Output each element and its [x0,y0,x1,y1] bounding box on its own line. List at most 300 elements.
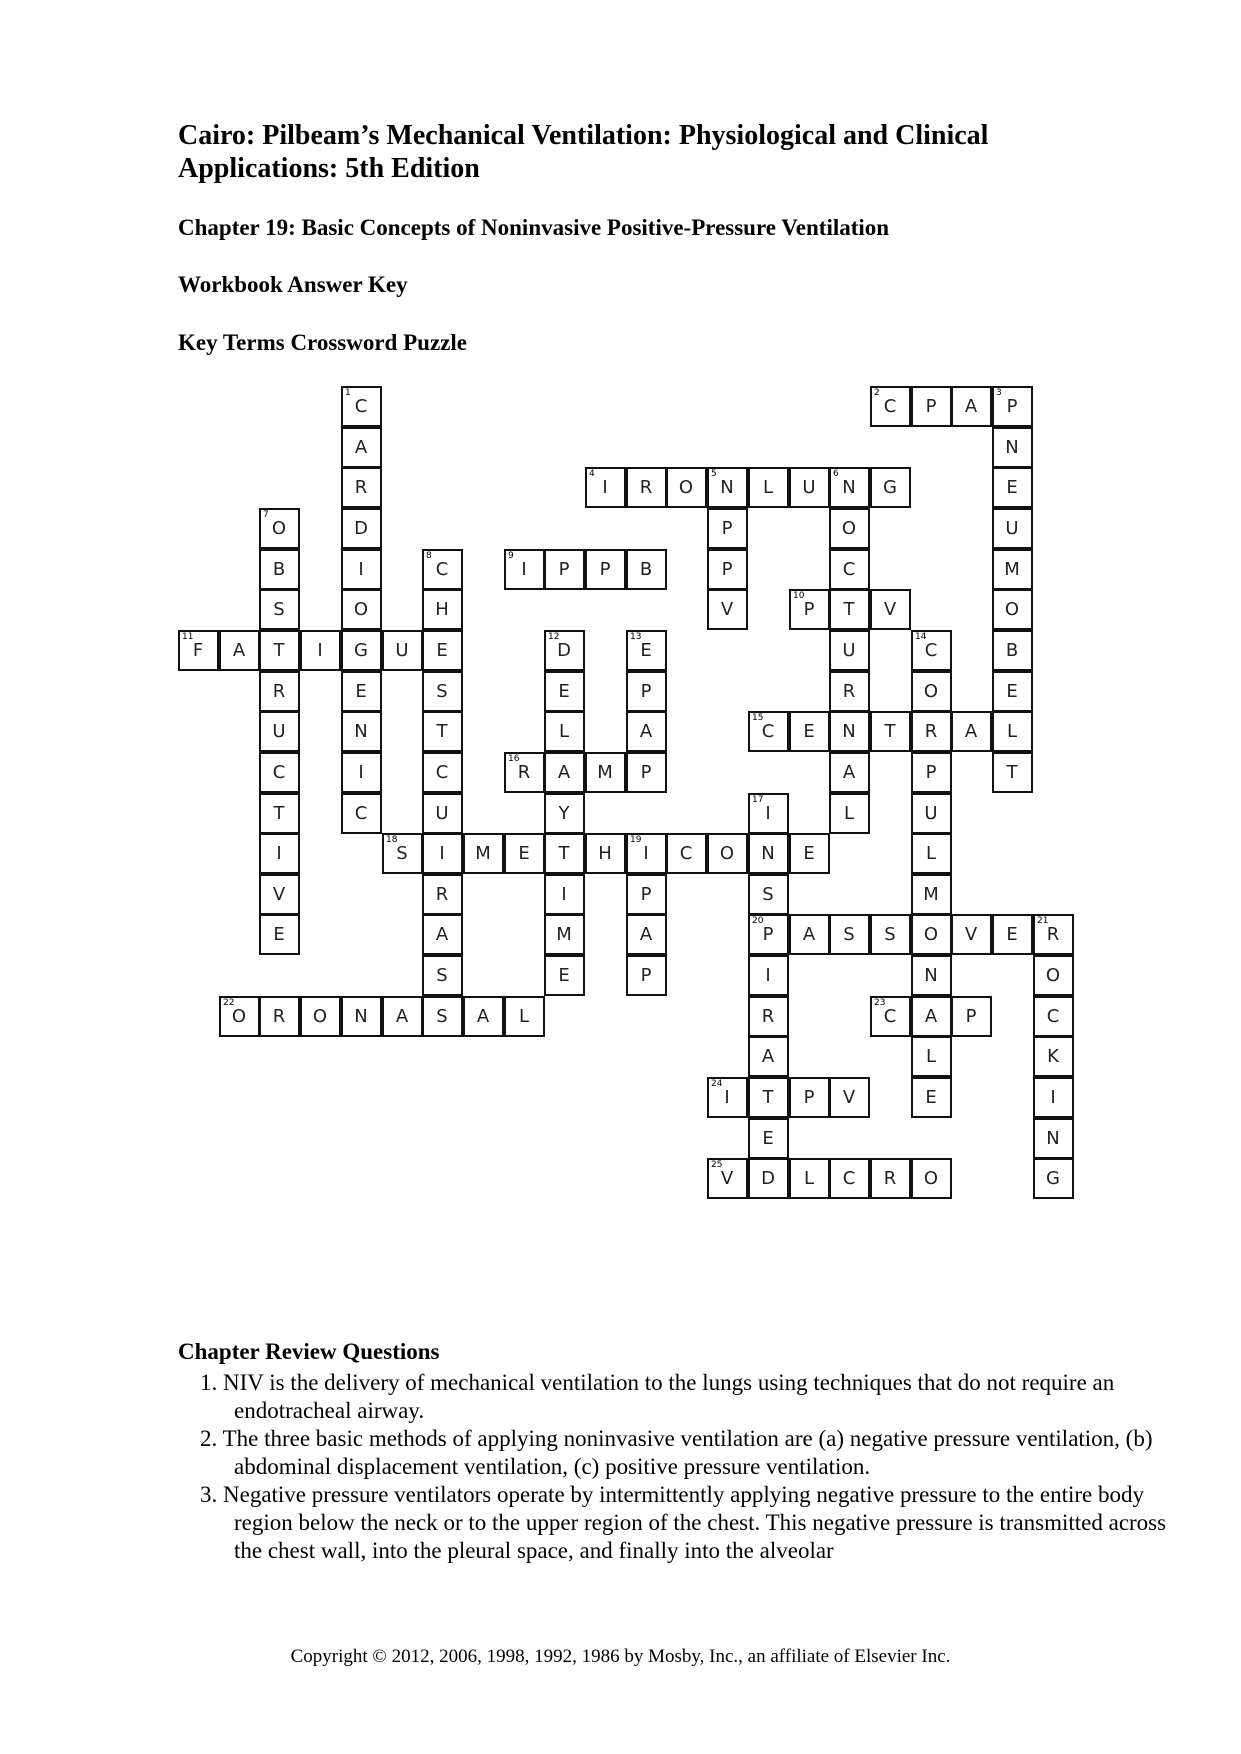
crossword-letter: I [724,1087,730,1108]
crossword-cell [219,630,260,671]
clue-number: 12 [548,632,560,642]
crossword-cell [748,996,789,1037]
crossword-cell [707,1077,748,1118]
clue-number: 17 [752,795,764,805]
clue-number: 5 [711,469,717,479]
crossword-cell [829,589,870,630]
crossword-letter: S [396,843,408,864]
crossword-letter: E [355,681,367,702]
crossword-letter: V [720,1168,734,1189]
crossword-cell [789,1158,830,1199]
crossword-letter: A [232,640,246,661]
crossword-cell [1033,1158,1074,1199]
clue-number: 2 [874,388,880,398]
crossword-cell [504,996,545,1037]
crossword-cell [707,467,748,508]
crossword-letter: N [842,477,856,498]
crossword-cell [911,874,952,915]
crossword-letter: I [765,965,771,986]
crossword-letter: L [843,803,855,824]
crossword-letter: R [842,681,856,702]
crossword-letter: P [762,924,774,945]
crossword-cell [422,711,463,752]
crossword-letter: A [761,1046,775,1067]
clue-number: 10 [793,591,805,601]
clue-number: 18 [386,835,398,845]
crossword-letter: S [884,924,896,945]
crossword-cell [829,671,870,712]
crossword-cell [992,549,1033,590]
crossword-cell [707,508,748,549]
crossword-cell [626,955,667,996]
crossword-cell [707,833,748,874]
crossword-letter: V [720,599,734,620]
crossword-letter: P [721,559,733,580]
crossword-letter: T [273,640,285,661]
clue-number: 8 [426,551,432,561]
crossword-letter: N [1005,437,1019,458]
crossword-letter: L [1006,721,1018,742]
crossword-letter: G [1046,1168,1060,1189]
crossword-letter: C [354,396,368,417]
clue-number: 22 [223,998,235,1008]
crossword-letter: N [761,843,775,864]
crossword-letter: A [476,1006,490,1027]
crossword-cell [544,874,585,915]
crossword-cell [748,833,789,874]
crossword-cell [951,386,992,427]
crossword-cell [341,589,382,630]
crossword-cell [951,996,992,1037]
crossword-letter: T [762,1087,774,1108]
crossword-letter: C [435,762,449,783]
crossword-letter: T [273,803,285,824]
crossword-cell [911,1036,952,1077]
crossword-cell [870,1158,911,1199]
clue-number: 3 [996,388,1002,398]
crossword-cell [341,752,382,793]
crossword-cell [626,467,667,508]
clue-number: 6 [833,469,839,479]
crossword-letter: A [639,924,653,945]
crossword-letter: I [521,559,527,580]
crossword-cell [789,711,830,752]
crossword-cell [341,508,382,549]
crossword-letter: I [439,843,445,864]
crossword-letter: E [558,965,570,986]
crossword-cell [544,630,585,671]
crossword-cell [259,833,300,874]
crossword-cell [951,914,992,955]
crossword-cell [789,1077,830,1118]
crossword-cell [422,589,463,630]
crossword-cell [911,955,952,996]
crossword-cell [504,752,545,793]
crossword-cell [422,793,463,834]
crossword-cell [992,386,1033,427]
crossword-letter: M [556,924,572,945]
crossword-cell [259,752,300,793]
crossword-cell [707,1158,748,1199]
crossword-cell [829,914,870,955]
crossword-letter: G [354,640,368,661]
crossword-cell [707,549,748,590]
crossword-cell [911,1158,952,1199]
crossword-letter: C [883,396,897,417]
clue-number: 24 [711,1079,723,1089]
crossword-cell [829,630,870,671]
crossword-cell [911,386,952,427]
crossword-cell [259,549,300,590]
crossword-letter: N [354,721,368,742]
crossword-letter: T [558,843,570,864]
crossword-cell [341,549,382,590]
crossword-letter: A [435,924,449,945]
crossword-cell [666,833,707,874]
crossword-cell [992,752,1033,793]
crossword-letter: C [842,559,856,580]
crossword-cell [870,996,911,1037]
crossword-cell [382,630,423,671]
crossword-cell [463,996,504,1037]
crossword-cell [870,386,911,427]
clue-number: 19 [630,835,642,845]
crossword-cell [870,589,911,630]
crossword-cell [341,467,382,508]
crossword-cell [341,386,382,427]
crossword-heading: Key Terms Crossword Puzzle [178,330,467,355]
crossword-letter: L [803,1168,815,1189]
crossword-letter: A [802,924,816,945]
crossword-cell [789,467,830,508]
crossword-letter: V [272,884,286,905]
crossword-letter: O [923,1168,939,1189]
crossword-cell [585,752,626,793]
crossword-letter: E [436,640,448,661]
clue-number: 4 [589,469,595,479]
clue-number: 25 [711,1160,723,1170]
crossword-letter: M [1004,559,1020,580]
clue-number: 7 [263,510,269,520]
crossword-cell [422,671,463,712]
crossword-cell [544,793,585,834]
copyright-footer: Copyright © 2012, 2006, 1998, 1992, 1986 by Mosby, Inc., an affiliate of Elsevier Inc. [290,1646,951,1667]
crossword-cell [992,467,1033,508]
crossword-cell [829,711,870,752]
crossword-cell [382,833,423,874]
crossword-letter: A [395,1006,409,1027]
crossword-letter: O [1004,599,1020,620]
crossword-cell [544,671,585,712]
crossword-cell [1033,1118,1074,1159]
crossword-letter: E [273,924,285,945]
crossword-letter: A [557,762,571,783]
crossword-letter: U [435,803,449,824]
crossword-letter: O [923,924,939,945]
crossword-letter: M [597,762,613,783]
crossword-letter: A [964,721,978,742]
crossword-letter: V [883,599,897,620]
crossword-letter: P [925,396,937,417]
crossword-cell [422,630,463,671]
crossword-cell [992,589,1033,630]
crossword-letter: T [1006,762,1018,783]
crossword-letter: P [803,599,815,620]
crossword-letter: I [358,762,364,783]
chapter-heading: Chapter 19: Basic Concepts of Noninvasive Positive-Pressure Ventilation [178,215,890,240]
crossword-letter: U [272,721,286,742]
crossword-cell [544,711,585,752]
crossword-letter: P [558,559,570,580]
crossword-cell [748,1118,789,1159]
crossword-cell [870,914,911,955]
crossword-letter: R [435,884,449,905]
crossword-cell [829,752,870,793]
crossword-letter: B [272,559,286,580]
crossword-cell [1033,1036,1074,1077]
crossword-cell [259,874,300,915]
crossword-cell [585,467,626,508]
review-question: 1. NIV is the delivery of mechanical ventilation to the lungs using techniques that do not require an endotracheal airway. [200,1370,1115,1423]
crossword-letter: I [643,843,649,864]
crossword-letter: I [1050,1087,1056,1108]
crossword-cell [300,630,341,671]
crossword-letter: O [678,477,694,498]
crossword-cell [789,833,830,874]
crossword-cell [544,833,585,874]
crossword-letter: C [761,721,775,742]
crossword-letter: C [679,843,693,864]
crossword-cell [544,914,585,955]
crossword-cell [748,1158,789,1199]
crossword-letter: A [964,396,978,417]
crossword-cell [259,711,300,752]
crossword-letter: P [640,884,652,905]
crossword-letter: N [924,965,938,986]
crossword-letter: M [475,843,491,864]
crossword-letter: R [883,1168,897,1189]
crossword-letter: O [271,518,287,539]
crossword-letter: D [761,1168,775,1189]
crossword-cell [341,996,382,1037]
crossword-letter: H [435,599,449,620]
crossword-cell [544,955,585,996]
chapter-review [178,1339,1168,1565]
crossword-cell [341,793,382,834]
crossword-cell [259,630,300,671]
crossword-letter: R [354,477,368,498]
crossword-letter: C [924,640,938,661]
crossword-cell [1033,996,1074,1037]
crossword-letter: O [353,599,369,620]
crossword-cell [626,549,667,590]
clue-number: 21 [1037,916,1049,926]
crossword-cell [992,914,1033,955]
crossword-letter: R [761,1006,775,1027]
crossword-cell [422,996,463,1037]
crossword-cell [259,671,300,712]
crossword-cell [748,874,789,915]
review-question: 3. Negative pressure ventilators operate by intermittently applying negative pressure to the entire body region below the neck or to the upper region of the chest. This negative pressure is transmitted across the chest wall, into the pleural space, and finally into the alveolar [200,1482,1167,1563]
crossword-cell [422,833,463,874]
crossword-letter: U [924,803,938,824]
crossword-letter: E [762,1128,774,1149]
crossword-letter: F [192,640,204,661]
crossword-letter: P [803,1087,815,1108]
crossword-cell [829,549,870,590]
crossword-letter: E [925,1087,937,1108]
crossword-letter: A [842,762,856,783]
crossword-cell [626,914,667,955]
crossword-letter: A [354,437,368,458]
crossword-letter: E [803,843,815,864]
clue-number: 1 [345,388,351,398]
crossword-cell [829,508,870,549]
crossword-letter: S [843,924,855,945]
crossword-cell [341,427,382,468]
crossword-letter: R [272,681,286,702]
crossword-letter: O [231,1006,247,1027]
crossword-cell [504,549,545,590]
crossword-cell [585,549,626,590]
crossword-letter: G [883,477,897,498]
document-title: Cairo: Pilbeam’s Mechanical Ventilation: Physiological and Clinical Applications: 5th Edition [178,120,989,184]
crossword-letter: O [841,518,857,539]
crossword-letter: I [276,843,282,864]
crossword-letter: E [1006,681,1018,702]
crossword-letter: A [639,721,653,742]
crossword-letter: O [923,681,939,702]
crossword-cell [748,1036,789,1077]
crossword-cell [870,467,911,508]
review-title: Chapter Review Questions [178,1339,440,1364]
crossword-letter: Y [558,803,570,824]
crossword-letter: I [317,640,323,661]
crossword-letter: B [639,559,653,580]
crossword-letter: E [1006,477,1018,498]
crossword-letter: L [925,843,937,864]
crossword-cell [911,793,952,834]
crossword-letter: I [358,559,364,580]
crossword-letter: I [561,884,567,905]
crossword-letter: R [517,762,531,783]
clue-number: 13 [630,632,642,642]
crossword-cell [748,914,789,955]
crossword-letter: T [436,721,448,742]
crossword-cell [829,467,870,508]
crossword-letter: T [843,599,855,620]
crossword-letter: S [273,599,285,620]
crossword-letter: V [964,924,978,945]
crossword-letter: D [557,640,571,661]
crossword-cell [219,996,260,1037]
crossword-cell [626,630,667,671]
crossword-letter: C [1046,1006,1060,1027]
crossword-cell [341,630,382,671]
clue-number: 20 [752,916,764,926]
crossword-cell [829,1077,870,1118]
crossword-letter: A [924,1006,938,1027]
crossword-letter: P [925,762,937,783]
crossword-letter: E [518,843,530,864]
crossword-letter: P [640,965,652,986]
crossword-cell [422,914,463,955]
crossword-cell [259,996,300,1037]
crossword-letter: E [558,681,570,702]
crossword-letter: E [640,640,652,661]
crossword-letter: B [1005,640,1019,661]
crossword-cell [1033,1077,1074,1118]
crossword-cell [992,711,1033,752]
clue-number: 15 [752,713,764,723]
crossword-cell [463,833,504,874]
crossword-letter: C [272,762,286,783]
crossword-letter: R [272,1006,286,1027]
crossword-cell [504,833,545,874]
crossword-cell [911,996,952,1037]
crossword-letter: P [1006,396,1018,417]
clue-number: 16 [508,754,520,764]
crossword-letter: R [639,477,653,498]
crossword-letter: L [558,721,570,742]
crossword-letter: U [1005,518,1019,539]
crossword-cell [422,549,463,590]
crossword-cell [911,711,952,752]
crossword-letter: U [802,477,816,498]
crossword-cell [259,914,300,955]
crossword-cell [341,711,382,752]
clue-number: 23 [874,998,886,1008]
crossword-letter: C [883,1006,897,1027]
crossword-cell [1033,914,1074,955]
crossword-letter: C [842,1168,856,1189]
workbook-heading: Workbook Answer Key [178,272,408,297]
crossword-cell [911,752,952,793]
crossword-cell [585,833,626,874]
clue-number: 11 [182,632,194,642]
crossword-cell [422,955,463,996]
crossword-cell [911,914,952,955]
review-question: 2. The three basic methods of applying noninvasive ventilation are (a) negative pressure ventilation, (b) abdominal displacement ventilation, (c) positive pressure ventilation. [200,1426,1153,1479]
crossword-cell [300,996,341,1037]
crossword-cell [259,589,300,630]
crossword-cell [666,467,707,508]
crossword-letter: E [1006,924,1018,945]
crossword-cell [1033,955,1074,996]
crossword-cell [748,711,789,752]
crossword-cell [626,752,667,793]
clue-number: 9 [508,551,514,561]
crossword-letter: T [884,721,896,742]
crossword-cell [911,671,952,712]
crossword-cell [382,996,423,1037]
crossword-letter: E [803,721,815,742]
crossword-cell [829,793,870,834]
crossword-letter: O [312,1006,328,1027]
crossword-letter: D [354,518,368,539]
crossword-cell [748,1077,789,1118]
crossword-letter: L [518,1006,530,1027]
crossword-letter: I [602,477,608,498]
crossword-letter: C [354,803,368,824]
crossword-letter: P [721,518,733,539]
crossword-cell [626,671,667,712]
crossword-letter: U [842,640,856,661]
crossword-cell [951,711,992,752]
crossword-cell [626,833,667,874]
crossword-cell [626,874,667,915]
crossword-letter: S [762,884,774,905]
